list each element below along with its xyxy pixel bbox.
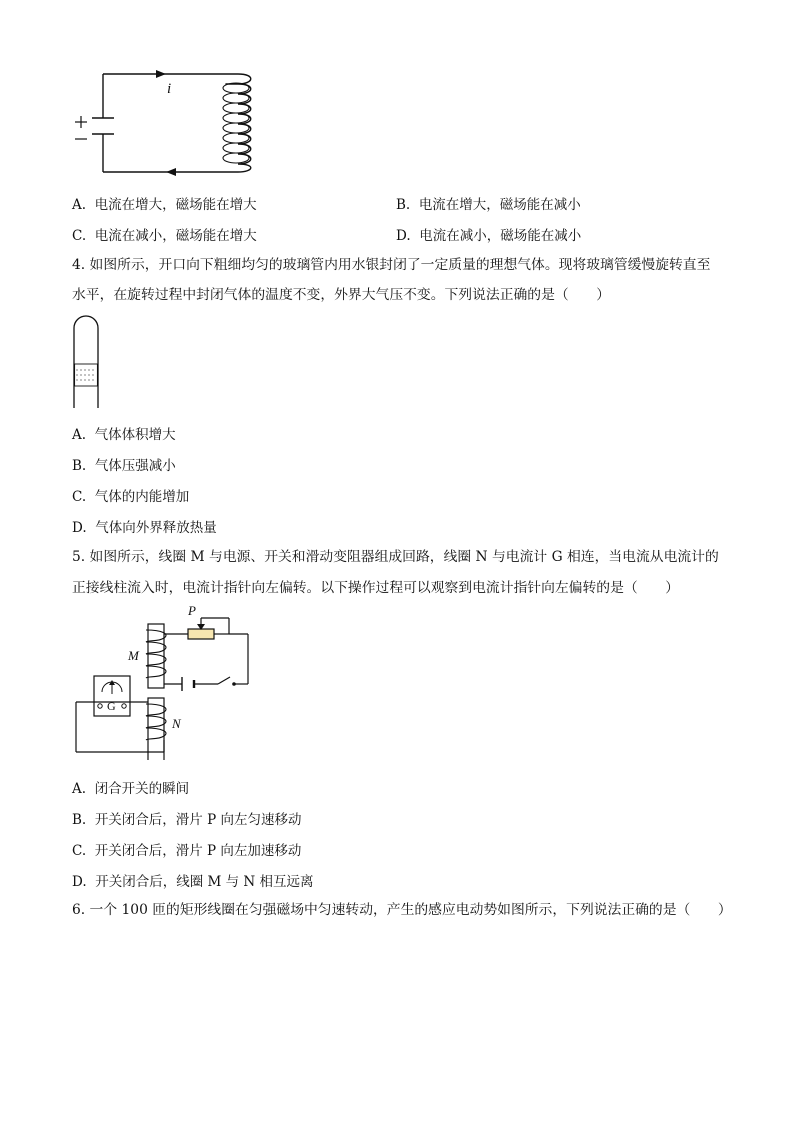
q5-option-a bbox=[72, 777, 189, 797]
option-text: 闭合开关的瞬间 bbox=[94, 781, 190, 797]
option-key: B. bbox=[396, 197, 411, 213]
option-text: 电流在减小，磁场能在增大 bbox=[94, 228, 257, 244]
capacitor-symbol bbox=[92, 118, 114, 134]
q4-option-d bbox=[72, 516, 217, 536]
option-text: 开关闭合后，滑片 P 向左匀速移动 bbox=[94, 812, 302, 828]
option-key: D. bbox=[72, 874, 87, 890]
option-text: 气体压强减小 bbox=[94, 458, 176, 474]
label-p: P bbox=[188, 603, 196, 618]
battery-symbol bbox=[182, 677, 194, 691]
q4-stem-line-1: 4. 如图所示，开口向下粗细均匀的玻璃管内用水银封闭了一定质量的理想气体。现将玻璃管缓慢旋转直至 bbox=[72, 257, 711, 273]
option-key: C. bbox=[72, 489, 87, 505]
arrow-left-icon bbox=[166, 168, 176, 176]
q5-option-b bbox=[72, 808, 301, 828]
label-n: N bbox=[172, 716, 181, 731]
q4-option-a bbox=[72, 423, 176, 443]
q5-stem-line-2: 正接线柱流入时，电流计指针向左偏转。以下操作过程可以观察到电流计指针向左偏转的是（ ） bbox=[72, 580, 680, 596]
option-key: D. bbox=[72, 520, 87, 536]
q3-option-d bbox=[396, 224, 581, 244]
rheostat bbox=[188, 629, 214, 639]
option-text: 电流在增大，磁场能在减小 bbox=[418, 197, 581, 213]
option-text: 气体向外界释放热量 bbox=[95, 520, 217, 536]
current-label: i bbox=[167, 81, 172, 97]
terminal-left bbox=[98, 704, 102, 708]
label-m: M bbox=[128, 648, 139, 663]
option-key: C. bbox=[72, 843, 87, 859]
q6-stem-line-1: 6. 一个 100 匝的矩形线圈在匀强磁场中匀速转动，产生的感应电动势如图所示，下列说法正确的是（ ） bbox=[72, 902, 732, 918]
option-text: 电流在增大，磁场能在增大 bbox=[94, 197, 257, 213]
plus-icon bbox=[75, 116, 87, 128]
option-key: D. bbox=[396, 228, 411, 244]
option-key: A. bbox=[72, 781, 87, 797]
q3-option-b bbox=[396, 193, 581, 213]
q5-option-d bbox=[72, 870, 314, 890]
option-text: 电流在减小，磁场能在减小 bbox=[419, 228, 582, 244]
switch-contact bbox=[232, 682, 236, 686]
q5-option-c bbox=[72, 839, 301, 859]
mercury-column bbox=[75, 364, 98, 386]
label-g: G bbox=[107, 699, 116, 713]
terminal-right bbox=[122, 704, 126, 708]
option-text: 开关闭合后，线圈 M 与 N 相互远离 bbox=[95, 874, 314, 890]
option-text: 气体体积增大 bbox=[94, 427, 176, 443]
lc-circuit-figure bbox=[60, 62, 270, 182]
q4-stem-line-2: 水平，在旋转过程中封闭气体的温度不变，外界大气压不变。下列说法正确的是（ ） bbox=[72, 287, 611, 303]
q5-stem-line-1: 5. 如图所示，线圈 M 与电源、开关和滑动变阻器组成回路，线圈 N 与电流计 G 相连，当电流从电流计的 bbox=[72, 549, 719, 565]
option-key: C. bbox=[72, 228, 87, 244]
option-key: B. bbox=[72, 458, 87, 474]
q4-option-b bbox=[72, 454, 176, 474]
glass-tube-figure bbox=[68, 314, 108, 410]
option-key: A. bbox=[72, 197, 87, 213]
induction-coils-figure bbox=[66, 600, 266, 760]
option-text: 开关闭合后，滑片 P 向左加速移动 bbox=[94, 843, 302, 859]
q3-option-a bbox=[72, 193, 257, 213]
q3-option-c bbox=[72, 224, 257, 244]
option-key: A. bbox=[72, 427, 87, 443]
coil-m-windings bbox=[146, 630, 166, 678]
coil-n-windings bbox=[146, 704, 166, 740]
arrow-right-icon bbox=[156, 70, 166, 78]
option-key: B. bbox=[72, 812, 87, 828]
option-text: 气体的内能增加 bbox=[94, 489, 190, 505]
q4-option-c bbox=[72, 485, 189, 505]
